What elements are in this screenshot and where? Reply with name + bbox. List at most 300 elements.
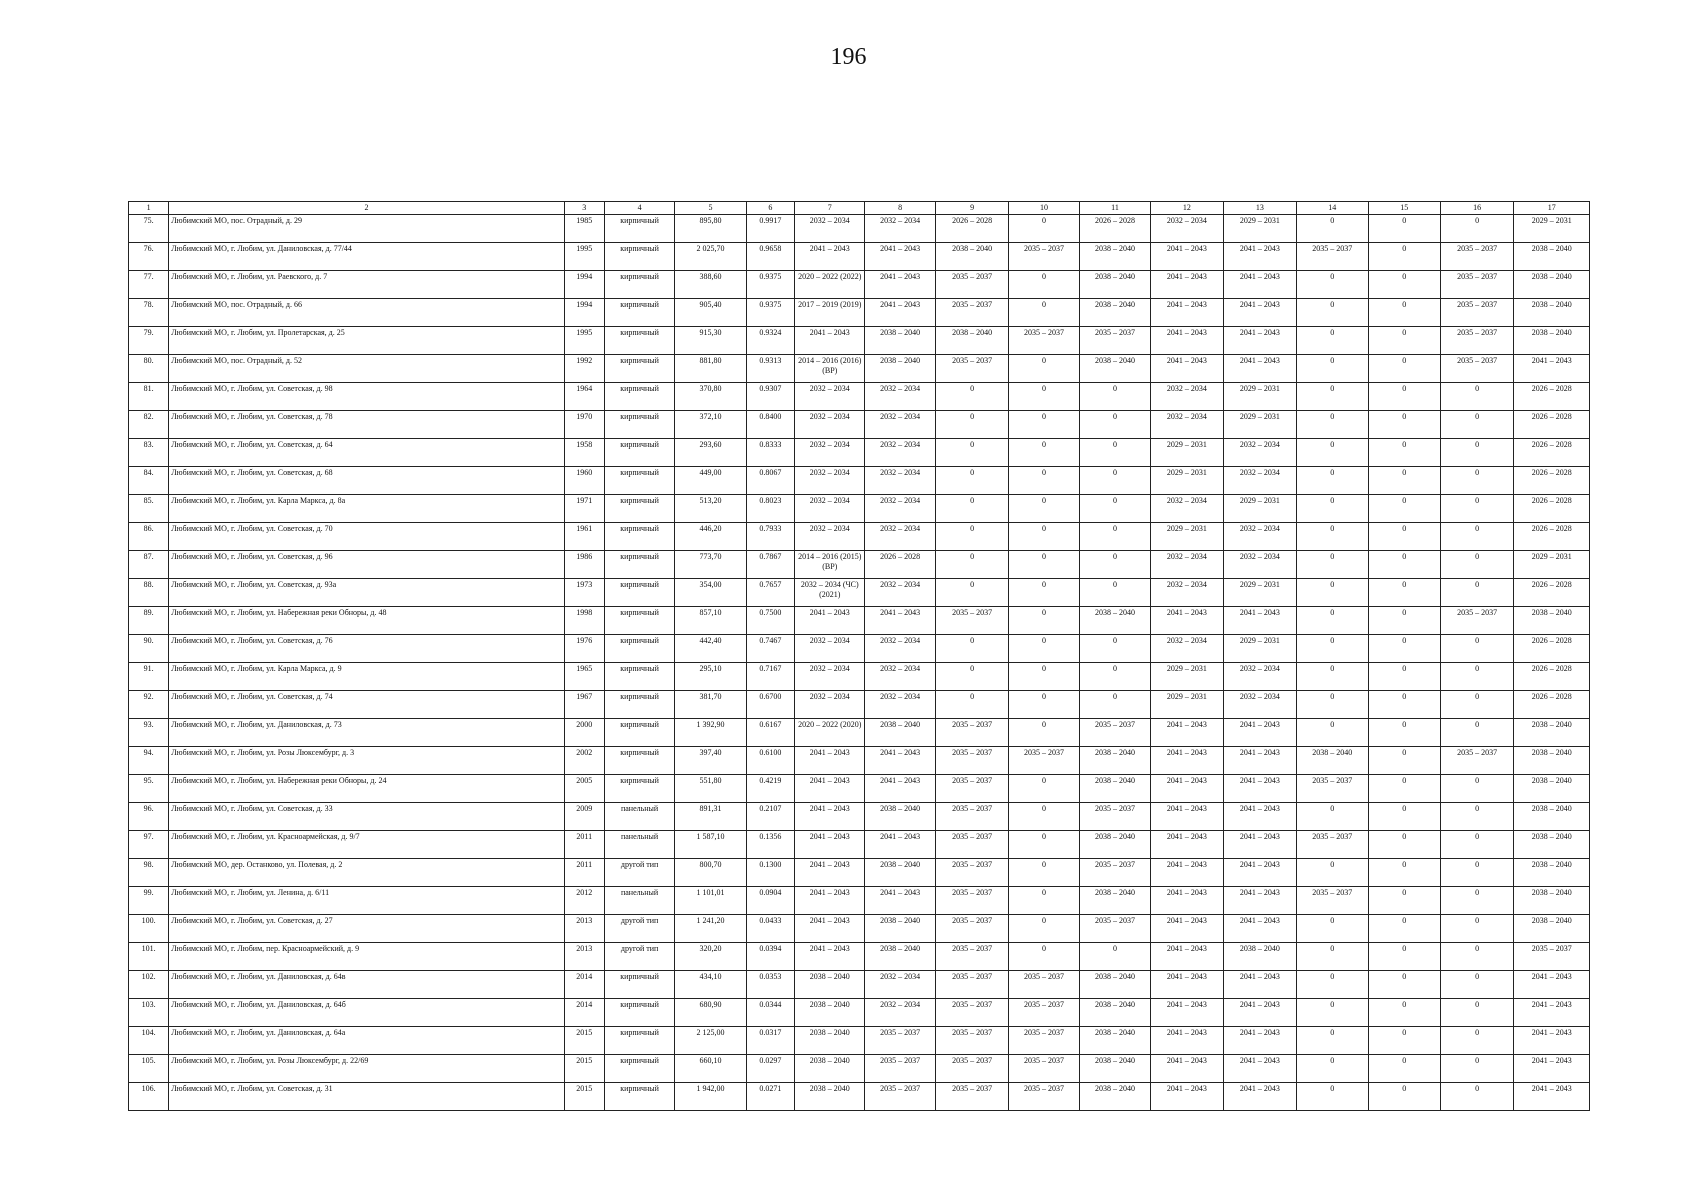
period-c11-cell: 2035 – 2037 [1079, 859, 1150, 887]
wear-factor-cell: 0.2107 [746, 803, 794, 831]
column-header-2: 2 [169, 202, 564, 215]
year-built-cell: 2009 [564, 803, 604, 831]
wall-material-cell: кирпичный [604, 1083, 674, 1111]
address-cell: Любимский МО, г. Любим, ул. Пролетарская, д. 25 [169, 327, 564, 355]
column-header-10: 10 [1009, 202, 1079, 215]
table-row [129, 999, 1590, 1027]
period-c14-cell: 0 [1297, 803, 1368, 831]
period-c11-cell: 0 [1079, 411, 1150, 439]
period-c13-cell: 2041 – 2043 [1223, 271, 1296, 299]
wear-factor-cell: 0.8400 [746, 411, 794, 439]
wear-factor-cell: 0.9658 [746, 243, 794, 271]
period-c15-cell: 0 [1368, 915, 1440, 943]
period-c10-cell: 0 [1009, 495, 1079, 523]
period-c9-cell: 2035 – 2037 [935, 607, 1008, 635]
period-c13-cell: 2029 – 2031 [1223, 635, 1296, 663]
period-c10-cell: 0 [1009, 551, 1079, 579]
address-cell: Любимский МО, г. Любим, ул. Ленина, д. 6/11 [169, 887, 564, 915]
address-cell: Любимский МО, г. Любим, пер. Красноармейский, д. 9 [169, 943, 564, 971]
period-c8-cell: 2041 – 2043 [865, 299, 935, 327]
period-c12-cell: 2029 – 2031 [1151, 663, 1223, 691]
wear-factor-cell: 0.6167 [746, 719, 794, 747]
period-c17-cell: 2026 – 2028 [1514, 579, 1590, 607]
period-c9-cell: 2035 – 2037 [935, 831, 1008, 859]
period-c15-cell: 0 [1368, 719, 1440, 747]
period-c8-cell: 2038 – 2040 [865, 803, 935, 831]
period-c16-cell: 0 [1440, 383, 1513, 411]
period-c7-cell: 2032 – 2034 [795, 439, 865, 467]
period-c12-cell: 2041 – 2043 [1151, 355, 1223, 383]
period-c16-cell: 0 [1440, 1055, 1513, 1083]
year-built-cell: 2005 [564, 775, 604, 803]
period-c15-cell: 0 [1368, 635, 1440, 663]
period-c13-cell: 2041 – 2043 [1223, 1083, 1296, 1111]
period-c14-cell: 2038 – 2040 [1297, 747, 1368, 775]
table-row [129, 859, 1590, 887]
address-cell: Любимский МО, г. Любим, ул. Даниловская, д. 64б [169, 999, 564, 1027]
period-c13-cell: 2029 – 2031 [1223, 215, 1296, 243]
wall-material-cell: кирпичный [604, 579, 674, 607]
period-c13-cell: 2041 – 2043 [1223, 775, 1296, 803]
period-c14-cell: 2035 – 2037 [1297, 243, 1368, 271]
column-header-4: 4 [604, 202, 674, 215]
address-cell: Любимский МО, г. Любим, ул. Даниловская, д. 77/44 [169, 243, 564, 271]
area-cell: 915,30 [675, 327, 746, 355]
period-c7-cell: 2032 – 2034 [795, 215, 865, 243]
table-row [129, 271, 1590, 299]
period-c14-cell: 0 [1297, 551, 1368, 579]
wall-material-cell: кирпичный [604, 383, 674, 411]
column-header-11: 11 [1079, 202, 1150, 215]
period-c7-cell: 2038 – 2040 [795, 971, 865, 999]
address-cell: Любимский МО, г. Любим, ул. Даниловская, д. 64а [169, 1027, 564, 1055]
period-c10-cell: 0 [1009, 719, 1079, 747]
area-cell: 905,40 [675, 299, 746, 327]
area-cell: 2 025,70 [675, 243, 746, 271]
row-number-cell: 93. [129, 719, 169, 747]
period-c9-cell: 2038 – 2040 [935, 327, 1008, 355]
wall-material-cell: кирпичный [604, 551, 674, 579]
wall-material-cell: кирпичный [604, 439, 674, 467]
period-c17-cell: 2038 – 2040 [1514, 915, 1590, 943]
period-c15-cell: 0 [1368, 243, 1440, 271]
table-row [129, 383, 1590, 411]
year-built-cell: 1960 [564, 467, 604, 495]
wear-factor-cell: 0.7933 [746, 523, 794, 551]
row-number-cell: 83. [129, 439, 169, 467]
period-c9-cell: 0 [935, 383, 1008, 411]
period-c13-cell: 2041 – 2043 [1223, 915, 1296, 943]
period-c10-cell: 0 [1009, 439, 1079, 467]
wall-material-cell: кирпичный [604, 971, 674, 999]
area-cell: 388,60 [675, 271, 746, 299]
period-c10-cell: 0 [1009, 887, 1079, 915]
period-c7-cell: 2041 – 2043 [795, 859, 865, 887]
period-c11-cell: 0 [1079, 467, 1150, 495]
period-c9-cell: 2035 – 2037 [935, 887, 1008, 915]
row-number-cell: 86. [129, 523, 169, 551]
wear-factor-cell: 0.1300 [746, 859, 794, 887]
row-number-cell: 105. [129, 1055, 169, 1083]
period-c9-cell: 0 [935, 663, 1008, 691]
period-c12-cell: 2032 – 2034 [1151, 495, 1223, 523]
period-c9-cell: 2035 – 2037 [935, 747, 1008, 775]
period-c12-cell: 2041 – 2043 [1151, 747, 1223, 775]
period-c8-cell: 2032 – 2034 [865, 579, 935, 607]
wear-factor-cell: 0.0344 [746, 999, 794, 1027]
wall-material-cell: кирпичный [604, 355, 674, 383]
period-c11-cell: 0 [1079, 439, 1150, 467]
row-number-cell: 102. [129, 971, 169, 999]
period-c10-cell: 0 [1009, 859, 1079, 887]
column-header-9: 9 [935, 202, 1008, 215]
table-row [129, 579, 1590, 607]
area-cell: 895,80 [675, 215, 746, 243]
wall-material-cell: кирпичный [604, 411, 674, 439]
period-c7-cell: 2041 – 2043 [795, 607, 865, 635]
wear-factor-cell: 0.0297 [746, 1055, 794, 1083]
year-built-cell: 1998 [564, 607, 604, 635]
period-c7-cell: 2032 – 2034 [795, 691, 865, 719]
column-header-7: 7 [795, 202, 865, 215]
period-c10-cell: 2035 – 2037 [1009, 1055, 1079, 1083]
period-c8-cell: 2041 – 2043 [865, 775, 935, 803]
period-c17-cell: 2041 – 2043 [1514, 1055, 1590, 1083]
address-cell: Любимский МО, г. Любим, ул. Советская, д. 70 [169, 523, 564, 551]
period-c9-cell: 2035 – 2037 [935, 719, 1008, 747]
period-c10-cell: 0 [1009, 411, 1079, 439]
row-number-cell: 81. [129, 383, 169, 411]
table-row [129, 1083, 1590, 1111]
row-number-cell: 92. [129, 691, 169, 719]
period-c16-cell: 0 [1440, 691, 1513, 719]
period-c7-cell: 2041 – 2043 [795, 803, 865, 831]
column-header-16: 16 [1440, 202, 1513, 215]
period-c12-cell: 2041 – 2043 [1151, 859, 1223, 887]
period-c10-cell: 2035 – 2037 [1009, 243, 1079, 271]
year-built-cell: 1994 [564, 271, 604, 299]
period-c15-cell: 0 [1368, 579, 1440, 607]
period-c17-cell: 2038 – 2040 [1514, 831, 1590, 859]
address-cell: Любимский МО, г. Любим, ул. Советская, д. 68 [169, 467, 564, 495]
period-c12-cell: 2029 – 2031 [1151, 467, 1223, 495]
area-cell: 372,10 [675, 411, 746, 439]
period-c17-cell: 2026 – 2028 [1514, 439, 1590, 467]
table-row [129, 775, 1590, 803]
table-row [129, 299, 1590, 327]
period-c9-cell: 2035 – 2037 [935, 1027, 1008, 1055]
year-built-cell: 1967 [564, 691, 604, 719]
area-cell: 320,20 [675, 943, 746, 971]
year-built-cell: 2000 [564, 719, 604, 747]
address-cell: Любимский МО, г. Любим, ул. Советская, д. 74 [169, 691, 564, 719]
area-cell: 891,31 [675, 803, 746, 831]
period-c12-cell: 2041 – 2043 [1151, 243, 1223, 271]
period-c16-cell: 0 [1440, 411, 1513, 439]
period-c8-cell: 2032 – 2034 [865, 467, 935, 495]
wall-material-cell: кирпичный [604, 663, 674, 691]
period-c10-cell: 0 [1009, 467, 1079, 495]
period-c17-cell: 2038 – 2040 [1514, 803, 1590, 831]
period-c16-cell: 0 [1440, 831, 1513, 859]
period-c12-cell: 2041 – 2043 [1151, 775, 1223, 803]
period-c14-cell: 0 [1297, 691, 1368, 719]
year-built-cell: 1995 [564, 243, 604, 271]
period-c14-cell: 0 [1297, 1055, 1368, 1083]
period-c11-cell: 2026 – 2028 [1079, 215, 1150, 243]
address-cell: Любимский МО, г. Любим, ул. Раевского, д. 7 [169, 271, 564, 299]
table-row [129, 327, 1590, 355]
table-row [129, 355, 1590, 383]
period-c15-cell: 0 [1368, 831, 1440, 859]
period-c7-cell: 2014 – 2016 (2016) (ВР) [795, 355, 865, 383]
period-c14-cell: 0 [1297, 999, 1368, 1027]
wear-factor-cell: 0.9313 [746, 355, 794, 383]
wear-factor-cell: 0.0353 [746, 971, 794, 999]
period-c16-cell: 0 [1440, 971, 1513, 999]
table-row [129, 467, 1590, 495]
address-cell: Любимский МО, г. Любим, ул. Даниловская, д. 73 [169, 719, 564, 747]
period-c12-cell: 2041 – 2043 [1151, 831, 1223, 859]
year-built-cell: 1994 [564, 299, 604, 327]
address-cell: Любимский МО, г. Любим, ул. Набережная реки Обноры, д. 48 [169, 607, 564, 635]
period-c7-cell: 2032 – 2034 [795, 635, 865, 663]
area-cell: 513,20 [675, 495, 746, 523]
period-c8-cell: 2038 – 2040 [865, 859, 935, 887]
row-number-cell: 79. [129, 327, 169, 355]
row-number-cell: 103. [129, 999, 169, 1027]
period-c14-cell: 0 [1297, 1083, 1368, 1111]
year-built-cell: 1958 [564, 439, 604, 467]
period-c15-cell: 0 [1368, 411, 1440, 439]
period-c11-cell: 2038 – 2040 [1079, 271, 1150, 299]
period-c10-cell: 2035 – 2037 [1009, 747, 1079, 775]
period-c8-cell: 2041 – 2043 [865, 607, 935, 635]
area-cell: 381,70 [675, 691, 746, 719]
period-c9-cell: 0 [935, 523, 1008, 551]
period-c11-cell: 2035 – 2037 [1079, 327, 1150, 355]
period-c12-cell: 2029 – 2031 [1151, 691, 1223, 719]
period-c9-cell: 2035 – 2037 [935, 271, 1008, 299]
period-c8-cell: 2032 – 2034 [865, 383, 935, 411]
period-c12-cell: 2041 – 2043 [1151, 999, 1223, 1027]
period-c14-cell: 0 [1297, 523, 1368, 551]
row-number-cell: 90. [129, 635, 169, 663]
wall-material-cell: панельный [604, 803, 674, 831]
period-c17-cell: 2041 – 2043 [1514, 355, 1590, 383]
address-cell: Любимский МО, г. Любим, ул. Советская, д. 93а [169, 579, 564, 607]
period-c9-cell: 0 [935, 691, 1008, 719]
wall-material-cell: кирпичный [604, 243, 674, 271]
period-c11-cell: 0 [1079, 635, 1150, 663]
year-built-cell: 2014 [564, 999, 604, 1027]
period-c16-cell: 2035 – 2037 [1440, 607, 1513, 635]
wall-material-cell: кирпичный [604, 635, 674, 663]
period-c15-cell: 0 [1368, 859, 1440, 887]
period-c13-cell: 2041 – 2043 [1223, 747, 1296, 775]
period-c9-cell: 0 [935, 635, 1008, 663]
column-header-13: 13 [1223, 202, 1296, 215]
period-c14-cell: 0 [1297, 355, 1368, 383]
period-c11-cell: 2038 – 2040 [1079, 243, 1150, 271]
address-cell: Любимский МО, г. Любим, ул. Советская, д. 96 [169, 551, 564, 579]
period-c15-cell: 0 [1368, 1083, 1440, 1111]
area-cell: 354,00 [675, 579, 746, 607]
period-c8-cell: 2032 – 2034 [865, 495, 935, 523]
period-c8-cell: 2038 – 2040 [865, 719, 935, 747]
period-c11-cell: 0 [1079, 943, 1150, 971]
period-c13-cell: 2029 – 2031 [1223, 495, 1296, 523]
period-c7-cell: 2032 – 2034 [795, 663, 865, 691]
address-cell: Любимский МО, г. Любим, ул. Советская, д. 78 [169, 411, 564, 439]
period-c16-cell: 0 [1440, 495, 1513, 523]
period-c12-cell: 2041 – 2043 [1151, 1027, 1223, 1055]
period-c17-cell: 2038 – 2040 [1514, 747, 1590, 775]
column-header-17: 17 [1514, 202, 1590, 215]
period-c16-cell: 0 [1440, 635, 1513, 663]
period-c16-cell: 0 [1440, 523, 1513, 551]
wall-material-cell: другой тип [604, 915, 674, 943]
wear-factor-cell: 0.9375 [746, 299, 794, 327]
column-header-15: 15 [1368, 202, 1440, 215]
period-c16-cell: 0 [1440, 663, 1513, 691]
table-row [129, 915, 1590, 943]
period-c17-cell: 2026 – 2028 [1514, 663, 1590, 691]
period-c9-cell: 0 [935, 411, 1008, 439]
period-c14-cell: 0 [1297, 299, 1368, 327]
period-c12-cell: 2032 – 2034 [1151, 215, 1223, 243]
area-cell: 1 942,00 [675, 1083, 746, 1111]
wear-factor-cell: 0.0317 [746, 1027, 794, 1055]
address-cell: Любимский МО, г. Любим, ул. Советская, д. 33 [169, 803, 564, 831]
wear-factor-cell: 0.4219 [746, 775, 794, 803]
row-number-cell: 100. [129, 915, 169, 943]
area-cell: 397,40 [675, 747, 746, 775]
period-c12-cell: 2041 – 2043 [1151, 1055, 1223, 1083]
period-c13-cell: 2041 – 2043 [1223, 327, 1296, 355]
period-c10-cell: 0 [1009, 299, 1079, 327]
wall-material-cell: кирпичный [604, 271, 674, 299]
period-c11-cell: 0 [1079, 383, 1150, 411]
row-number-cell: 77. [129, 271, 169, 299]
period-c17-cell: 2026 – 2028 [1514, 383, 1590, 411]
period-c17-cell: 2029 – 2031 [1514, 215, 1590, 243]
period-c15-cell: 0 [1368, 1055, 1440, 1083]
row-number-cell: 75. [129, 215, 169, 243]
wear-factor-cell: 0.9375 [746, 271, 794, 299]
period-c12-cell: 2032 – 2034 [1151, 383, 1223, 411]
period-c11-cell: 2038 – 2040 [1079, 355, 1150, 383]
period-c9-cell: 0 [935, 467, 1008, 495]
period-c11-cell: 2035 – 2037 [1079, 915, 1150, 943]
period-c17-cell: 2038 – 2040 [1514, 607, 1590, 635]
period-c13-cell: 2041 – 2043 [1223, 719, 1296, 747]
period-c7-cell: 2041 – 2043 [795, 243, 865, 271]
period-c8-cell: 2032 – 2034 [865, 523, 935, 551]
period-c9-cell: 2035 – 2037 [935, 299, 1008, 327]
period-c7-cell: 2041 – 2043 [795, 943, 865, 971]
period-c7-cell: 2032 – 2034 (ЧС) (2021) [795, 579, 865, 607]
year-built-cell: 1961 [564, 523, 604, 551]
row-number-cell: 97. [129, 831, 169, 859]
address-cell: Любимский МО, г. Любим, ул. Розы Люксембург, д. 3 [169, 747, 564, 775]
period-c14-cell: 2035 – 2037 [1297, 887, 1368, 915]
period-c11-cell: 2038 – 2040 [1079, 1083, 1150, 1111]
year-built-cell: 1985 [564, 215, 604, 243]
wear-factor-cell: 0.9307 [746, 383, 794, 411]
wear-factor-cell: 0.0394 [746, 943, 794, 971]
period-c16-cell: 2035 – 2037 [1440, 747, 1513, 775]
wear-factor-cell: 0.0904 [746, 887, 794, 915]
wall-material-cell: кирпичный [604, 495, 674, 523]
period-c10-cell: 0 [1009, 803, 1079, 831]
wear-factor-cell: 0.7467 [746, 635, 794, 663]
table-row [129, 803, 1590, 831]
table-row [129, 691, 1590, 719]
table-row [129, 215, 1590, 243]
period-c9-cell: 2035 – 2037 [935, 1083, 1008, 1111]
housing-register-table [128, 201, 1590, 1111]
wear-factor-cell: 0.6100 [746, 747, 794, 775]
period-c17-cell: 2026 – 2028 [1514, 467, 1590, 495]
area-cell: 293,60 [675, 439, 746, 467]
period-c8-cell: 2032 – 2034 [865, 635, 935, 663]
wall-material-cell: панельный [604, 887, 674, 915]
wall-material-cell: кирпичный [604, 467, 674, 495]
period-c15-cell: 0 [1368, 495, 1440, 523]
table-row [129, 887, 1590, 915]
period-c7-cell: 2032 – 2034 [795, 411, 865, 439]
period-c12-cell: 2029 – 2031 [1151, 439, 1223, 467]
period-c12-cell: 2041 – 2043 [1151, 943, 1223, 971]
period-c13-cell: 2041 – 2043 [1223, 1027, 1296, 1055]
period-c13-cell: 2041 – 2043 [1223, 243, 1296, 271]
period-c16-cell: 0 [1440, 467, 1513, 495]
period-c13-cell: 2041 – 2043 [1223, 859, 1296, 887]
column-header-5: 5 [675, 202, 746, 215]
period-c10-cell: 2035 – 2037 [1009, 1027, 1079, 1055]
period-c10-cell: 0 [1009, 355, 1079, 383]
page-number: 196 [830, 44, 867, 70]
period-c14-cell: 0 [1297, 635, 1368, 663]
wear-factor-cell: 0.0433 [746, 915, 794, 943]
wall-material-cell: кирпичный [604, 691, 674, 719]
period-c7-cell: 2020 – 2022 (2022) [795, 271, 865, 299]
row-number-cell: 85. [129, 495, 169, 523]
table-row [129, 1055, 1590, 1083]
period-c9-cell: 2035 – 2037 [935, 355, 1008, 383]
year-built-cell: 2015 [564, 1055, 604, 1083]
row-number-cell: 101. [129, 943, 169, 971]
period-c16-cell: 0 [1440, 719, 1513, 747]
period-c15-cell: 0 [1368, 803, 1440, 831]
period-c17-cell: 2038 – 2040 [1514, 719, 1590, 747]
address-cell: Любимский МО, г. Любим, ул. Советская, д. 27 [169, 915, 564, 943]
year-built-cell: 1971 [564, 495, 604, 523]
area-cell: 2 125,00 [675, 1027, 746, 1055]
area-cell: 680,90 [675, 999, 746, 1027]
period-c9-cell: 2035 – 2037 [935, 775, 1008, 803]
period-c16-cell: 0 [1440, 215, 1513, 243]
period-c17-cell: 2038 – 2040 [1514, 887, 1590, 915]
period-c11-cell: 0 [1079, 663, 1150, 691]
period-c15-cell: 0 [1368, 663, 1440, 691]
period-c13-cell: 2029 – 2031 [1223, 411, 1296, 439]
period-c17-cell: 2038 – 2040 [1514, 299, 1590, 327]
period-c8-cell: 2032 – 2034 [865, 691, 935, 719]
period-c7-cell: 2017 – 2019 (2019) [795, 299, 865, 327]
period-c12-cell: 2032 – 2034 [1151, 411, 1223, 439]
